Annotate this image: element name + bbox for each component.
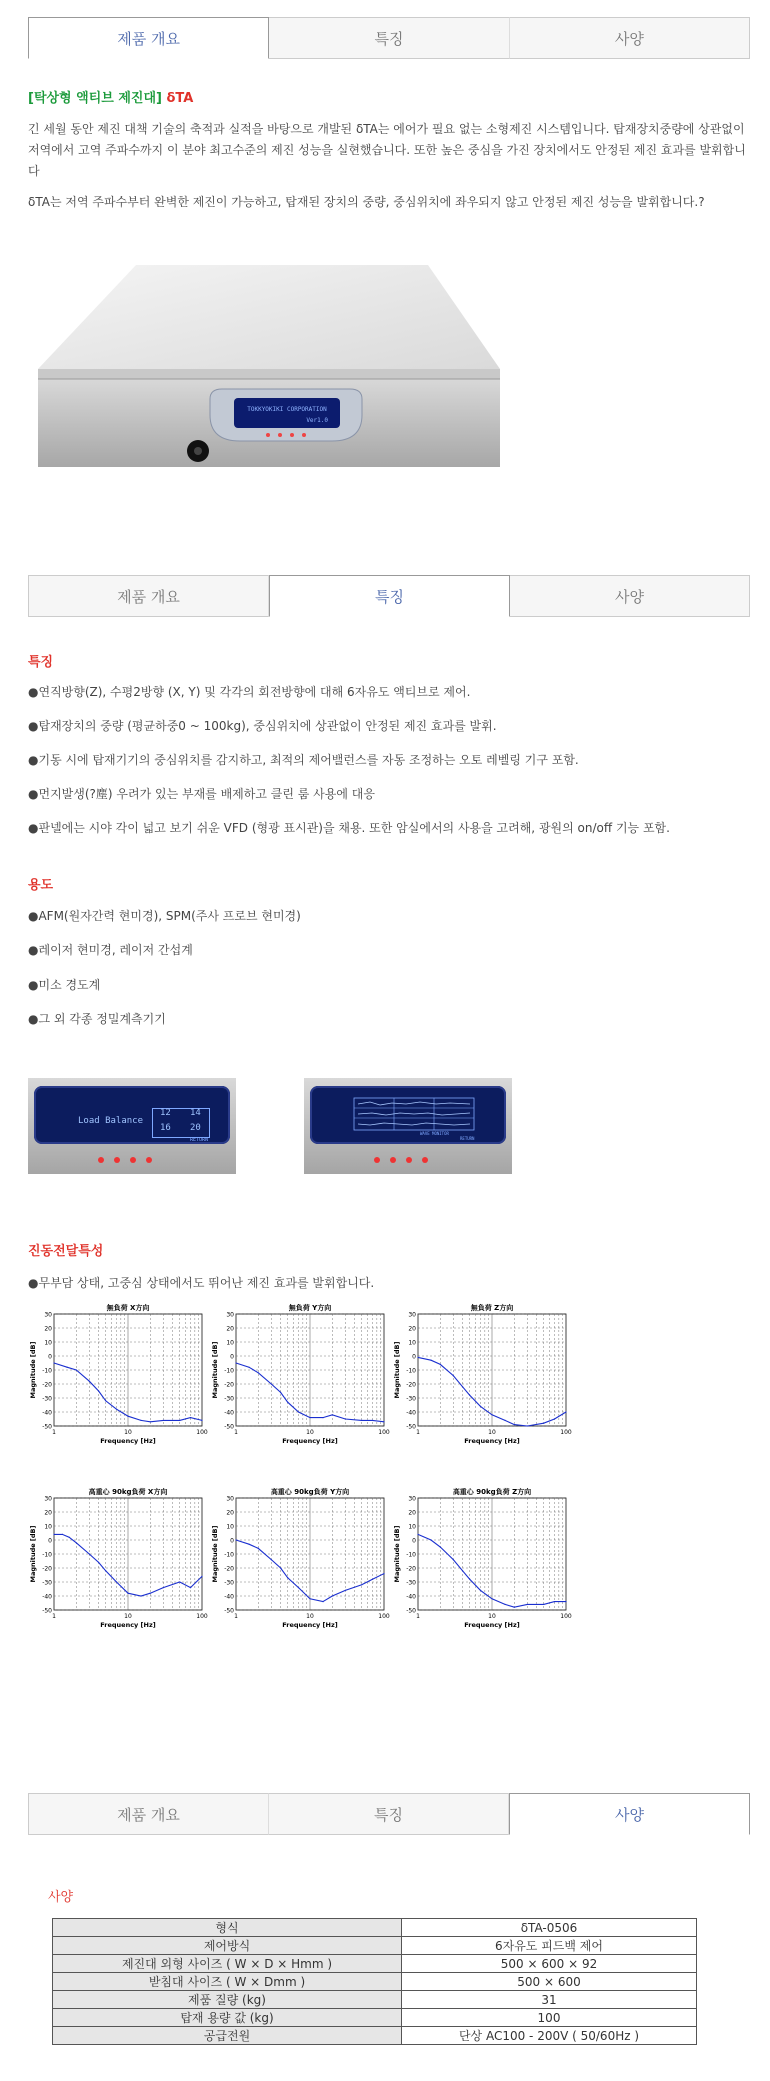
data-point [372, 1579, 373, 1580]
y-tick-label: -40 [224, 1593, 234, 1601]
tab-spec[interactable]: 사양 [510, 575, 750, 617]
data-point [322, 1601, 323, 1602]
data-point [76, 1542, 77, 1543]
y-tick-label: 0 [48, 1537, 52, 1545]
data-point [127, 1416, 128, 1417]
data-point [190, 1417, 191, 1418]
y-tick-label: 10 [408, 1339, 416, 1347]
tab-features[interactable]: 특징 [269, 575, 510, 617]
y-tick-label: -10 [42, 1367, 52, 1375]
y-axis-label: Magnitude [dB] [393, 1525, 401, 1583]
x-tick-label: 100 [196, 1613, 208, 1620]
x-tick-label: 100 [378, 1613, 390, 1620]
spec-key: 제어방식 [53, 1937, 402, 1955]
data-point [89, 1381, 90, 1382]
table-row [53, 2009, 697, 2027]
data-point [372, 1420, 373, 1421]
spec-value: 500 × 600 [402, 1973, 697, 1991]
product-heading-name: δTA [166, 91, 194, 106]
x-tick-label: 1 [52, 1429, 56, 1436]
data-point [150, 1593, 151, 1594]
usage-title: 용도 [28, 878, 54, 893]
y-tick-label: 20 [44, 1325, 52, 1333]
y-tick-label: -30 [42, 1395, 52, 1403]
x-tick-label: 100 [196, 1429, 208, 1436]
chart-noload-x [28, 1300, 212, 1458]
data-point [345, 1590, 346, 1591]
x-axis-label: Frequency [Hz] [464, 1621, 520, 1629]
feature-item: ●먼지발생(?塵) 우려가 있는 부재를 배제하고 클린 룸 사용에 대응 [28, 787, 375, 801]
panel-return-label: RETURN [190, 1137, 209, 1143]
spec-key: 제진대 외형 사이즈 ( W × D × Hmm ) [53, 1955, 402, 1973]
data-point [190, 1587, 191, 1588]
data-point [480, 1406, 481, 1407]
data-point [53, 1534, 54, 1535]
device-label-line1: TOKKYOKIKI CORPORATION [247, 406, 327, 413]
x-axis-label: Frequency [Hz] [282, 1437, 338, 1445]
data-point [491, 1414, 492, 1415]
spec-key: 탑재 용량 값 (kg) [53, 2009, 402, 2027]
table-row [53, 1919, 697, 1937]
y-axis-label: Magnitude [dB] [393, 1341, 401, 1399]
data-point [163, 1420, 164, 1421]
data-point [543, 1423, 544, 1424]
data-point [69, 1537, 70, 1538]
spec-key: 받침대 사이즈 ( W × Dmm ) [53, 1973, 402, 1991]
y-tick-label: -20 [224, 1381, 234, 1389]
data-point [258, 1372, 259, 1373]
data-point [280, 1392, 281, 1393]
x-axis-label: Frequency [Hz] [464, 1437, 520, 1445]
overview-paragraph-1: 긴 세월 동안 제진 대책 기술의 축적과 실적을 바탕으로 개발된 δTA는 에어가 필요 없는 소형제진 시스템입니다. 탑재장치중량에 상관없이 저역에서 고역 주파수까지 이 분야 최고수준의 제진 성능을 실현했습니다. 또한 높은 중심을 가진 장치에서도 안정된 제진 효과를 발휘합니다 [28, 122, 746, 178]
chart-noload-z [392, 1300, 576, 1458]
feature-item: ●탑재장치의 중량 (평균하중0 ~ 100kg), 중심위치에 상관없이 안정된 제진 효과를 발휘. [28, 719, 497, 733]
data-point [127, 1593, 128, 1594]
data-point [332, 1414, 333, 1415]
data-point [201, 1420, 202, 1421]
y-tick-label: -50 [42, 1423, 52, 1431]
data-point [163, 1587, 164, 1588]
data-point [66, 1367, 67, 1368]
y-tick-label: -40 [406, 1593, 416, 1601]
data-point [543, 1604, 544, 1605]
spec-key: 공급전원 [53, 2027, 402, 2045]
x-tick-label: 10 [488, 1613, 496, 1620]
y-tick-label: -10 [406, 1367, 416, 1375]
spec-value: δTA-0506 [402, 1919, 697, 1937]
data-point [440, 1546, 441, 1547]
spec-key: 형식 [53, 1919, 402, 1937]
panel-value: 20 [190, 1123, 201, 1133]
data-point [430, 1539, 431, 1540]
vibration-title: 진동전달특성 [28, 1244, 104, 1259]
data-point [565, 1411, 566, 1412]
y-tick-label: -50 [406, 1423, 416, 1431]
data-point [298, 1411, 299, 1412]
y-tick-label: 20 [408, 1325, 416, 1333]
data-point [280, 1567, 281, 1568]
data-point [105, 1570, 106, 1571]
x-axis-label: Frequency [Hz] [100, 1437, 156, 1445]
spec-value: 100 [402, 2009, 697, 2027]
feature-item: ●기동 시에 탑재기기의 중심위치를 감지하고, 최적의 제어밸런스를 자동 조정하는 오토 레벨링 기구 포함. [28, 753, 579, 767]
tab-features[interactable]: 특징 [269, 1793, 509, 1835]
y-tick-label: 0 [412, 1537, 416, 1545]
y-tick-label: 30 [226, 1495, 234, 1503]
data-point [140, 1595, 141, 1596]
x-tick-label: 1 [52, 1613, 56, 1620]
data-point [417, 1357, 418, 1358]
data-point [179, 1420, 180, 1421]
data-point [491, 1598, 492, 1599]
data-point [150, 1421, 151, 1422]
y-tick-label: -40 [224, 1409, 234, 1417]
y-tick-label: -40 [42, 1409, 52, 1417]
data-point [514, 1424, 515, 1425]
data-point [116, 1581, 117, 1582]
panel-value: 16 [160, 1123, 171, 1133]
data-point [565, 1601, 566, 1602]
spec-table [52, 1918, 697, 2045]
x-tick-label: 100 [560, 1613, 572, 1620]
data-point [504, 1604, 505, 1605]
data-point [298, 1587, 299, 1588]
chart-highcg-y [210, 1484, 394, 1642]
table-row [53, 1991, 697, 2009]
y-tick-label: 30 [408, 1311, 416, 1319]
data-point [514, 1607, 515, 1608]
y-tick-label: -30 [224, 1395, 234, 1403]
y-tick-label: -30 [406, 1579, 416, 1587]
y-tick-label: 10 [226, 1523, 234, 1531]
panel-load-balance-label: Load Balance [78, 1116, 144, 1126]
y-tick-label: 30 [44, 1495, 52, 1503]
data-point [98, 1562, 99, 1563]
y-tick-label: -10 [224, 1367, 234, 1375]
y-tick-label: 10 [226, 1339, 234, 1347]
data-point [179, 1581, 180, 1582]
chart-noload-y [210, 1300, 394, 1458]
tab-overview[interactable]: 제품 개요 [28, 17, 269, 59]
feature-item: ●연직방향(Z), 수평2방향 (X, Y) 및 각각의 회전방향에 대해 6자유도 액티브로 제어. [28, 685, 471, 699]
y-tick-label: -30 [406, 1395, 416, 1403]
data-point [248, 1544, 249, 1545]
y-tick-label: 10 [408, 1523, 416, 1531]
x-tick-label: 10 [488, 1429, 496, 1436]
y-axis-label: Magnitude [dB] [29, 1525, 37, 1583]
data-point [469, 1395, 470, 1396]
y-tick-label: 0 [230, 1537, 234, 1545]
y-tick-label: -20 [406, 1565, 416, 1573]
data-point [462, 1570, 463, 1571]
table-row [53, 1937, 697, 1955]
y-tick-label: -30 [224, 1579, 234, 1587]
data-point [287, 1402, 288, 1403]
y-tick-label: 10 [44, 1523, 52, 1531]
y-tick-label: -50 [406, 1607, 416, 1615]
data-point [383, 1421, 384, 1422]
tab-bar-features [28, 575, 750, 617]
spec-key: 제품 질량 (kg) [53, 1991, 402, 2009]
data-point [201, 1576, 202, 1577]
y-tick-label: -20 [42, 1381, 52, 1389]
panel-mode-label: WAVE MONITOR [420, 1131, 449, 1136]
y-tick-label: -20 [406, 1381, 416, 1389]
y-tick-label: 20 [44, 1509, 52, 1517]
data-point [271, 1559, 272, 1560]
y-tick-label: -50 [224, 1423, 234, 1431]
chart-title: 無負荷 Y方向 [288, 1304, 332, 1312]
tab-spec[interactable]: 사양 [510, 17, 750, 59]
data-point [480, 1590, 481, 1591]
data-point [469, 1579, 470, 1580]
y-tick-label: 20 [226, 1509, 234, 1517]
vibration-description: ●무부담 상태, 고중심 상태에서도 뛰어난 제진 효과를 발휘합니다. [28, 1276, 375, 1290]
x-tick-label: 100 [560, 1429, 572, 1436]
x-tick-label: 10 [124, 1613, 132, 1620]
data-point [116, 1409, 117, 1410]
data-point [76, 1369, 77, 1370]
product-heading-bracket: [탁상형 액티브 제진대] [28, 91, 162, 106]
panel-value: 14 [190, 1108, 201, 1118]
y-axis-label: Magnitude [dB] [211, 1525, 219, 1583]
data-point [383, 1573, 384, 1574]
data-point [527, 1425, 528, 1426]
tab-features[interactable]: 특징 [269, 17, 509, 59]
x-tick-label: 1 [416, 1613, 420, 1620]
data-point [258, 1548, 259, 1549]
y-tick-label: 30 [408, 1495, 416, 1503]
product-heading [28, 87, 193, 106]
y-tick-label: -40 [406, 1409, 416, 1417]
panel-photo-load-balance [28, 1078, 236, 1174]
data-point [62, 1534, 63, 1535]
data-point [235, 1362, 236, 1363]
y-tick-label: 30 [226, 1311, 234, 1319]
chart-title: 無負荷 Z方向 [470, 1304, 514, 1312]
product-image [38, 265, 500, 477]
data-point [527, 1604, 528, 1605]
chart-title: 高重心 90kg負荷 X方向 [88, 1488, 168, 1496]
table-row [53, 2027, 697, 2045]
data-point [554, 1418, 555, 1419]
data-point [309, 1417, 310, 1418]
x-axis-label: Frequency [Hz] [100, 1621, 156, 1629]
data-point [271, 1383, 272, 1384]
panel-return-label: RETURN [460, 1136, 475, 1141]
data-point [361, 1420, 362, 1421]
y-tick-label: -10 [42, 1551, 52, 1559]
y-tick-label: -50 [224, 1607, 234, 1615]
data-point [140, 1420, 141, 1421]
data-point [89, 1553, 90, 1554]
x-tick-label: 10 [306, 1613, 314, 1620]
data-point [332, 1595, 333, 1596]
panel-value: 12 [160, 1108, 171, 1118]
data-point [430, 1360, 431, 1361]
x-tick-label: 100 [378, 1429, 390, 1436]
data-point [554, 1601, 555, 1602]
usage-item: ●AFM(원자간력 현미경), SPM(주사 프로브 현미경) [28, 909, 301, 923]
tab-bar-overview [28, 17, 750, 59]
usage-item: ●레이저 현미경, 레이저 간섭계 [28, 943, 193, 957]
usage-item: ●미소 경도계 [28, 978, 101, 992]
data-point [309, 1598, 310, 1599]
y-tick-label: 0 [412, 1353, 416, 1361]
chart-title: 無負荷 X方向 [106, 1304, 150, 1312]
tab-bar-spec [28, 1793, 750, 1835]
spec-value: 단상 AC100 - 200V ( 50/60Hz ) [402, 2027, 697, 2045]
usage-item: ●그 외 각종 정밀계측기기 [28, 1012, 166, 1026]
panel-photo-wave-monitor [304, 1078, 512, 1174]
data-point [417, 1534, 418, 1535]
x-tick-label: 10 [124, 1429, 132, 1436]
device-label-line2: Ver1.0 [306, 417, 328, 424]
y-tick-label: -10 [406, 1551, 416, 1559]
x-tick-label: 10 [306, 1429, 314, 1436]
y-tick-label: 20 [408, 1509, 416, 1517]
spec-title: 사양 [48, 1890, 74, 1905]
spec-value: 500 × 600 × 92 [402, 1955, 697, 1973]
y-tick-label: -20 [42, 1565, 52, 1573]
features-title: 특징 [28, 655, 54, 670]
data-point [235, 1539, 236, 1540]
data-point [105, 1400, 106, 1401]
data-point [322, 1417, 323, 1418]
x-axis-label: Frequency [Hz] [282, 1621, 338, 1629]
feature-item: ●판넬에는 시야 각이 넓고 보기 쉬운 VFD (형광 표시관)을 채용. 또한 암실에서의 사용을 고려해, 광원의 on/off 기능 포함. [28, 821, 670, 835]
data-point [345, 1418, 346, 1419]
data-point [440, 1364, 441, 1365]
tab-overview[interactable]: 제품 개요 [28, 575, 269, 617]
y-tick-label: -20 [224, 1565, 234, 1573]
spec-value: 31 [402, 1991, 697, 2009]
data-point [248, 1367, 249, 1368]
data-point [462, 1386, 463, 1387]
y-tick-label: -50 [42, 1607, 52, 1615]
y-tick-label: 10 [44, 1339, 52, 1347]
y-axis-label: Magnitude [dB] [211, 1341, 219, 1399]
x-tick-label: 1 [234, 1429, 238, 1436]
data-point [287, 1577, 288, 1578]
data-point [453, 1375, 454, 1376]
data-point [98, 1390, 99, 1391]
overview-paragraph-2: δTA는 저역 주파수부터 완벽한 제진이 가능하고, 탑재된 장치의 중량, 중심위치에 좌우되지 않고 안정된 제진 성능을 발휘합니다.? [28, 195, 705, 209]
table-row [53, 1973, 697, 1991]
data-point [53, 1362, 54, 1363]
chart-highcg-z [392, 1484, 576, 1642]
y-tick-label: 30 [44, 1311, 52, 1319]
y-tick-label: -10 [224, 1551, 234, 1559]
data-point [504, 1420, 505, 1421]
tab-spec[interactable]: 사양 [509, 1793, 750, 1835]
y-tick-label: 0 [48, 1353, 52, 1361]
y-axis-label: Magnitude [dB] [29, 1341, 37, 1399]
data-point [453, 1559, 454, 1560]
chart-title: 高重心 90kg負荷 Z方向 [452, 1488, 532, 1496]
y-tick-label: -30 [42, 1579, 52, 1587]
table-row [53, 1955, 697, 1973]
y-tick-label: -40 [42, 1593, 52, 1601]
chart-highcg-x [28, 1484, 212, 1642]
spec-value: 6자유도 피드백 제어 [402, 1937, 697, 1955]
y-tick-label: 20 [226, 1325, 234, 1333]
x-tick-label: 1 [416, 1429, 420, 1436]
y-tick-label: 0 [230, 1353, 234, 1361]
data-point [361, 1584, 362, 1585]
tab-overview[interactable]: 제품 개요 [28, 1793, 269, 1835]
chart-title: 高重心 90kg負荷 Y方向 [270, 1488, 350, 1496]
x-tick-label: 1 [234, 1613, 238, 1620]
